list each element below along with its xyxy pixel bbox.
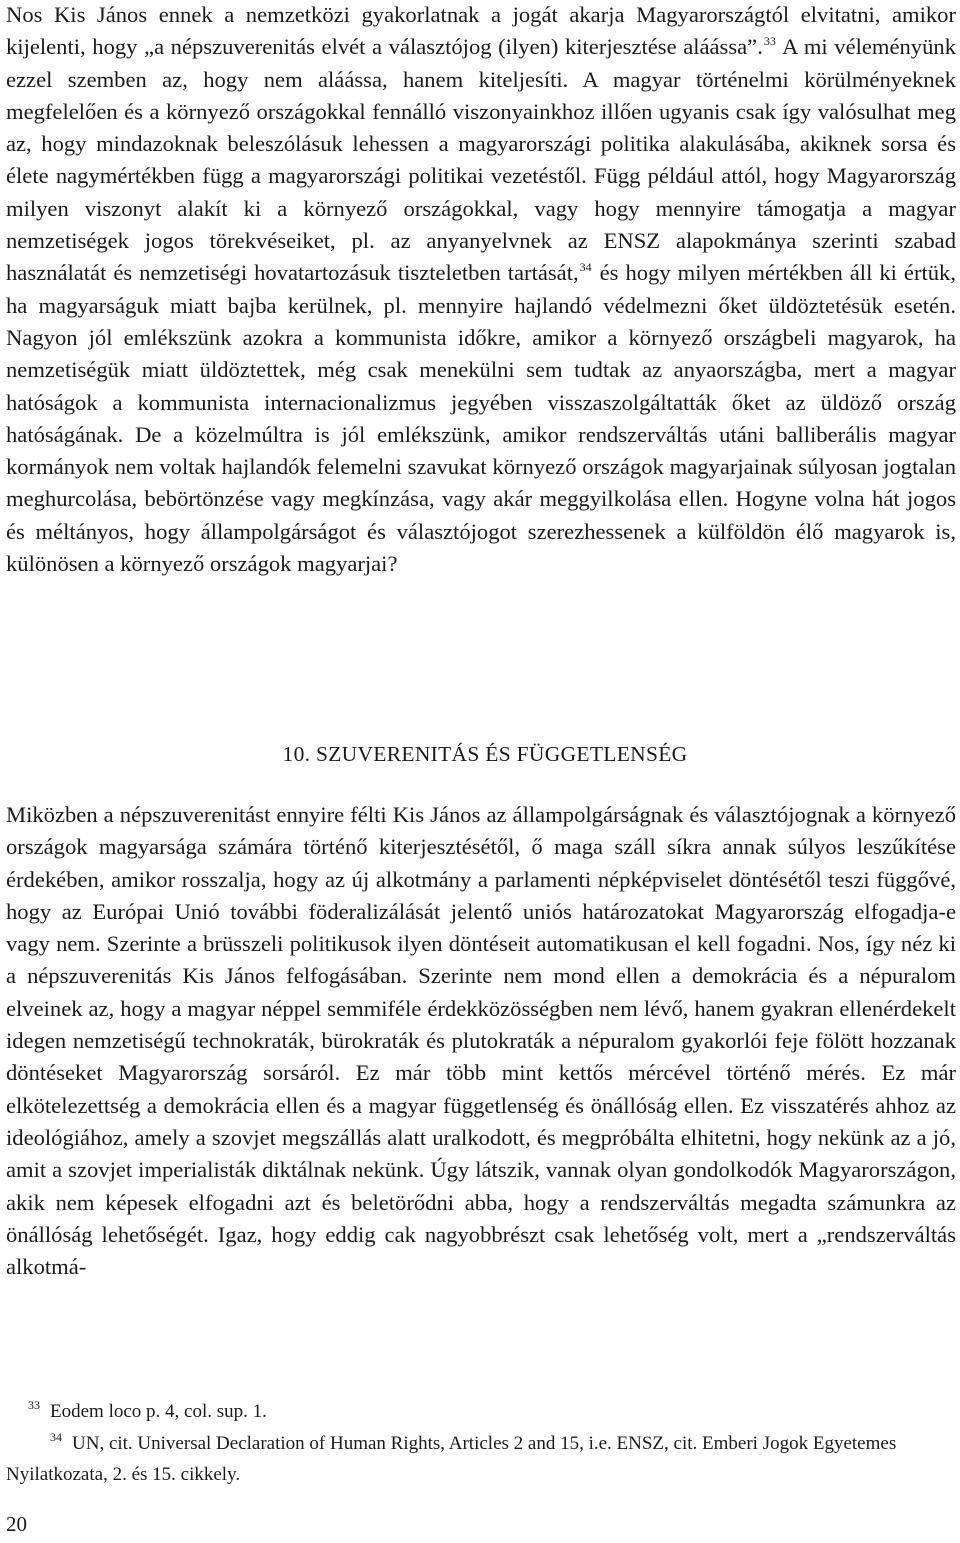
footnote-33: 33 Eodem loco p. 4, col. sup. 1. xyxy=(28,1398,267,1422)
footnote-text: UN, cit. Universal Declaration of Human Rights, Articles 2 and 15, i.e. ENSZ, cit. Emberi Jogok Egyetemes Nyilatkozata, 2. és 15. cikkely. xyxy=(6,1433,897,1485)
section-heading: 10. SZUVERENITÁS ÉS FÜGGETLENSÉG xyxy=(282,742,688,766)
paragraph-1-text-a: Nos Kis János ennek a nemzetközi gyakorlatnak a jogát akarja Magyarországtól elvitatni, amikor kijelenti, hogy „a népszuverenitás elvét a választójog (ilyen) kiterjesztése aláássa”. xyxy=(6,2,956,60)
footnote-ref-34[interactable]: 34 xyxy=(579,260,592,275)
body-paragraph-2: Miközben a népszuverenitást ennyire félti Kis János az állampolgárságnak és választójognak a környező országok magyarsága számára történő kiterjesztésétől, ő maga száll síkra annak súlyos leszűkítése érdekében, amikor rosszalja, hogy az új alkotmány a parlamenti népképviselet döntésétől teszi függővé, hogy az Európai Unió további föderalizálását jelentő uniós határozatokat Magyarország elfogadja-e vagy nem. Szerinte a brüsszeli politikusok ilyen döntéseit automatikusan el kell fogadni. Nos, így néz ki a népszuverenitás Kis János felfogásában. Szerinte nem mond ellen a demokrácia és a népuralom elveinek az, hogy a magyar néppel semmiféle érdekközösségben nem lévő, hanem gyakran ellenérdekelt idegen nemzetiségű technokraták, bürokraták és plutokraták a népuralom gyakorlói feje fölött hozzanak döntéseket Magyarország sorsáról. Ez már több mint kettős mércével történő mérés. Ez már elkötelezettség a demokrácia ellen és a magyar függetlenség és önállóság ellen. Ez visszatérés ahhoz az ideológiához, amely a szovjet megszállás alatt uralkodott, és megpróbálta elhitetni, hogy nekünk az a jó, amit a szovjet imperialisták diktálnak nekünk. Úgy látszik, vannak olyan gondolkodók Magyarországon, akik nem képesek elfogadni azt és beletörődni abba, hogy a rendszerváltás megadta számunkra az önállóság lehetőségét. Igaz, hogy eddig cak nagyobbrészt csak lehetőség volt, mert a „rendszerváltás alkotmá- xyxy=(6,802,956,1280)
footnote-text: Eodem loco p. 4, col. sup. 1. xyxy=(50,1401,267,1422)
paragraph-1-text-b: A mi véleményünk ezzel szemben az, hogy nem aláássa, hanem kiteljesíti. A magyar történelmi körülményeknek megfelelően és a környező országokkal fennálló viszonyainkhoz illően ugyanis csak így valósulhat meg az, hogy mindazoknak beleszólásuk lehessen a magyarországi politika alakulásába, akiknek sorsa és élete nagymértékben függ a magyarországi politikai vezetéstől. Függ például attól, hogy Magyarország milyen viszonyt alakít ki a környező országokkal, vagy hogy mennyire támogatja a magyar nemzetiségek jogos törekvéseiket, pl. az anyanyelvnek az ENSZ alapokmánya szerinti szabad használatát és nemzetiségi hovatartozásuk tiszteletben tartását, xyxy=(6,34,956,286)
page-number: 20 xyxy=(6,1512,27,1536)
body-paragraph-1 xyxy=(6,0,956,580)
paragraph-1-text-c: és hogy milyen mértékben áll ki értük, ha magyarságuk miatt bajba kerülnek, pl. mennyire hajlandó védelmezni őket üldöztetésük esetén. Nagyon jól emlékszünk azokra a kommunista időkre, amikor a környező országbeli magyarok, ha nemzetiségük miatt üldöztettek, még csak menekülni sem tudtak az anyaországba, mert a magyar hatóságok a kommunista internacionalizmus jegyében visszaszolgáltatták őket az üldöző ország hatóságának. De a közelmúltra is jól emlékszünk, amikor rendszerváltás utáni balliberális magyar kormányok nem voltak hajlandók felemelni szavukat környező országok magyarjainak súlyosan jogtalan meghurcolása, bebörtönzése vagy megkínzása, vagy akár meggyilkolása ellen. Hogyne volna hát jogos és méltányos, hogy állampolgárságot és választójogot szerezhessenek a külföldön élő magyarok is, különösen a környező országok magyarjai? xyxy=(6,260,956,577)
footnote-ref-33[interactable]: 33 xyxy=(763,34,776,49)
footnote-34: 34 UN, cit. Universal Declaration of Human Rights, Articles 2 and 15, i.e. ENSZ, cit. Emberi Jogok Egyetemes Nyilatkozata, 2. és 15. cikkely. xyxy=(6,1430,897,1485)
